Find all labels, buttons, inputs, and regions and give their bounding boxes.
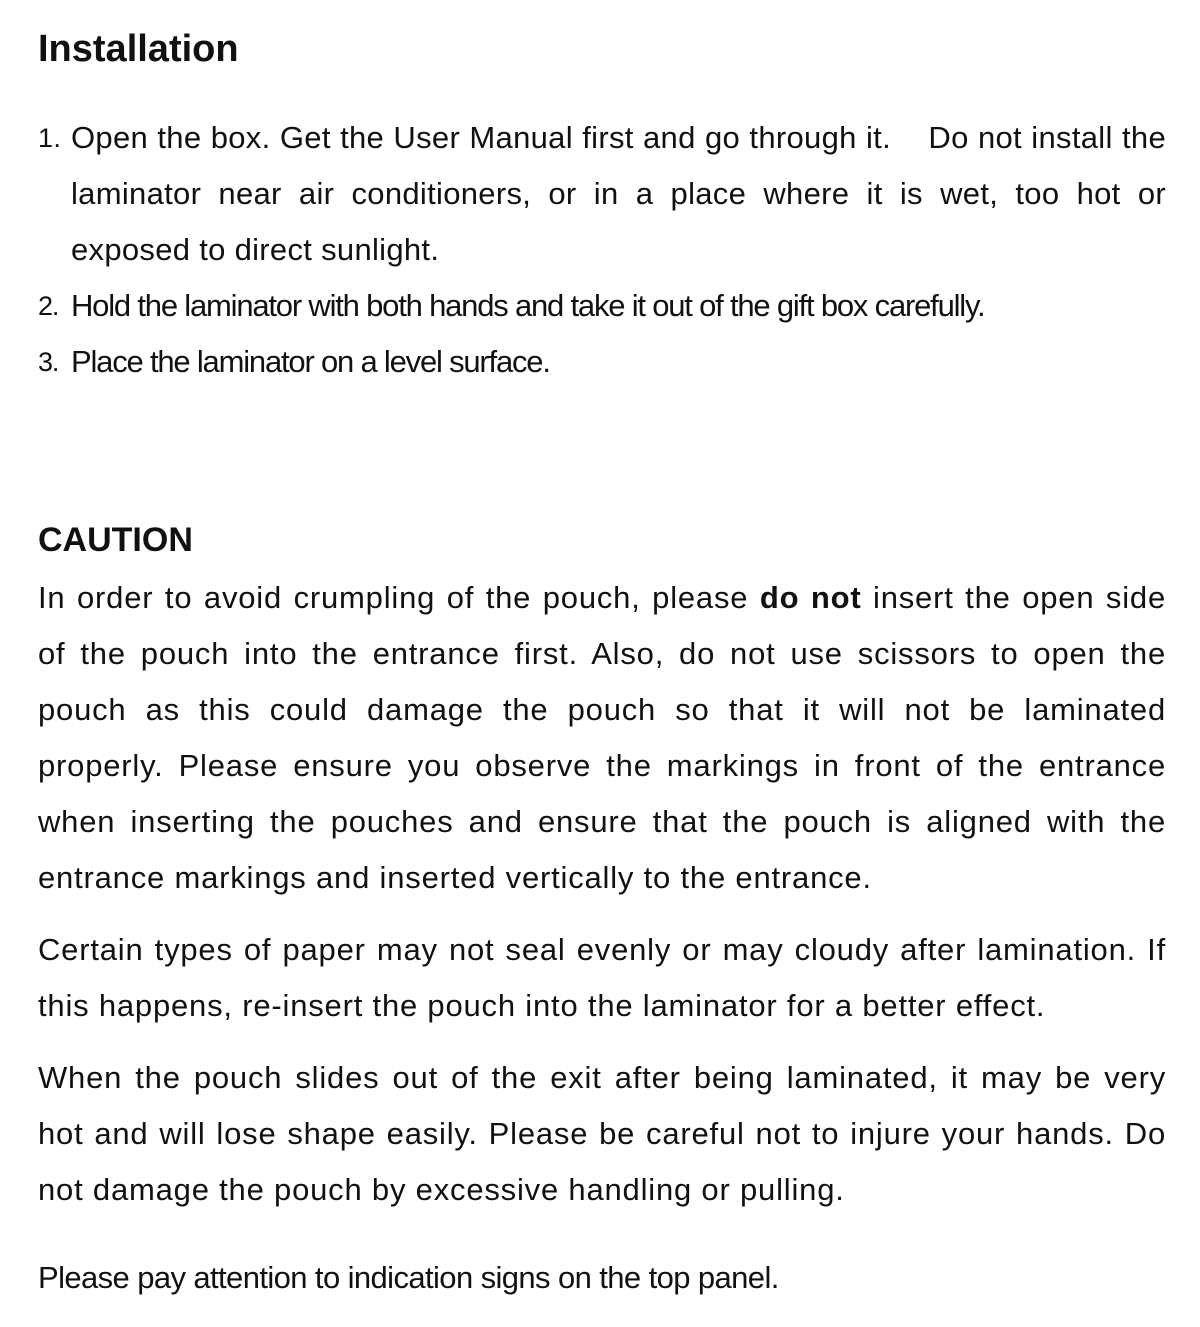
installation-step (38, 334, 1166, 390)
installation-heading: Installation (38, 28, 239, 70)
step-text: Place the laminator on a level surface. (71, 344, 550, 379)
caution-emphasis: do not (759, 580, 862, 615)
step-number: 2. (38, 291, 59, 321)
installation-step (38, 110, 1166, 278)
step-text: Hold the laminator with both hands and take it out of the gift box carefully. (71, 288, 985, 323)
installation-step (38, 278, 1166, 334)
step-number: 3. (38, 347, 59, 377)
step-text: Open the box. Get the User Manual first and go through it. Do not install the laminator near air conditioners, or in a place where it is wet, too hot or exposed to direct sunlight. (71, 120, 1166, 267)
caution-text: insert the open side of the pouch into the entrance first. Also, do not use scissors to open the pouch as this could damage the pouch so that it will not be laminated properly. Please ensure you observe the markings in front of the entrance when inserting the pouches and ensure that the pouch is aligned with the entrance markings and inserted vertically to the entrance. (38, 580, 1166, 895)
caution-paragraph: When the pouch slides out of the exit after being laminated, it may be very hot and will lose shape easily. Please be careful not to injure your hands. Do not damage the pouch by excessive handling or pulling. (38, 1060, 1166, 1207)
caution-heading: CAUTION (38, 521, 193, 559)
closing-note: Please pay attention to indication signs on the top panel. (38, 1260, 779, 1295)
caution-text: In order to avoid crumpling of the pouch, please (38, 580, 760, 615)
caution-paragraph: Certain types of paper may not seal evenly or may cloudy after lamination. If this happens, re-insert the pouch into the laminator for a better effect. (38, 932, 1166, 1023)
installation-steps-list (38, 110, 1166, 390)
step-number: 1. (38, 123, 62, 153)
caution-paragraph (38, 570, 1166, 906)
